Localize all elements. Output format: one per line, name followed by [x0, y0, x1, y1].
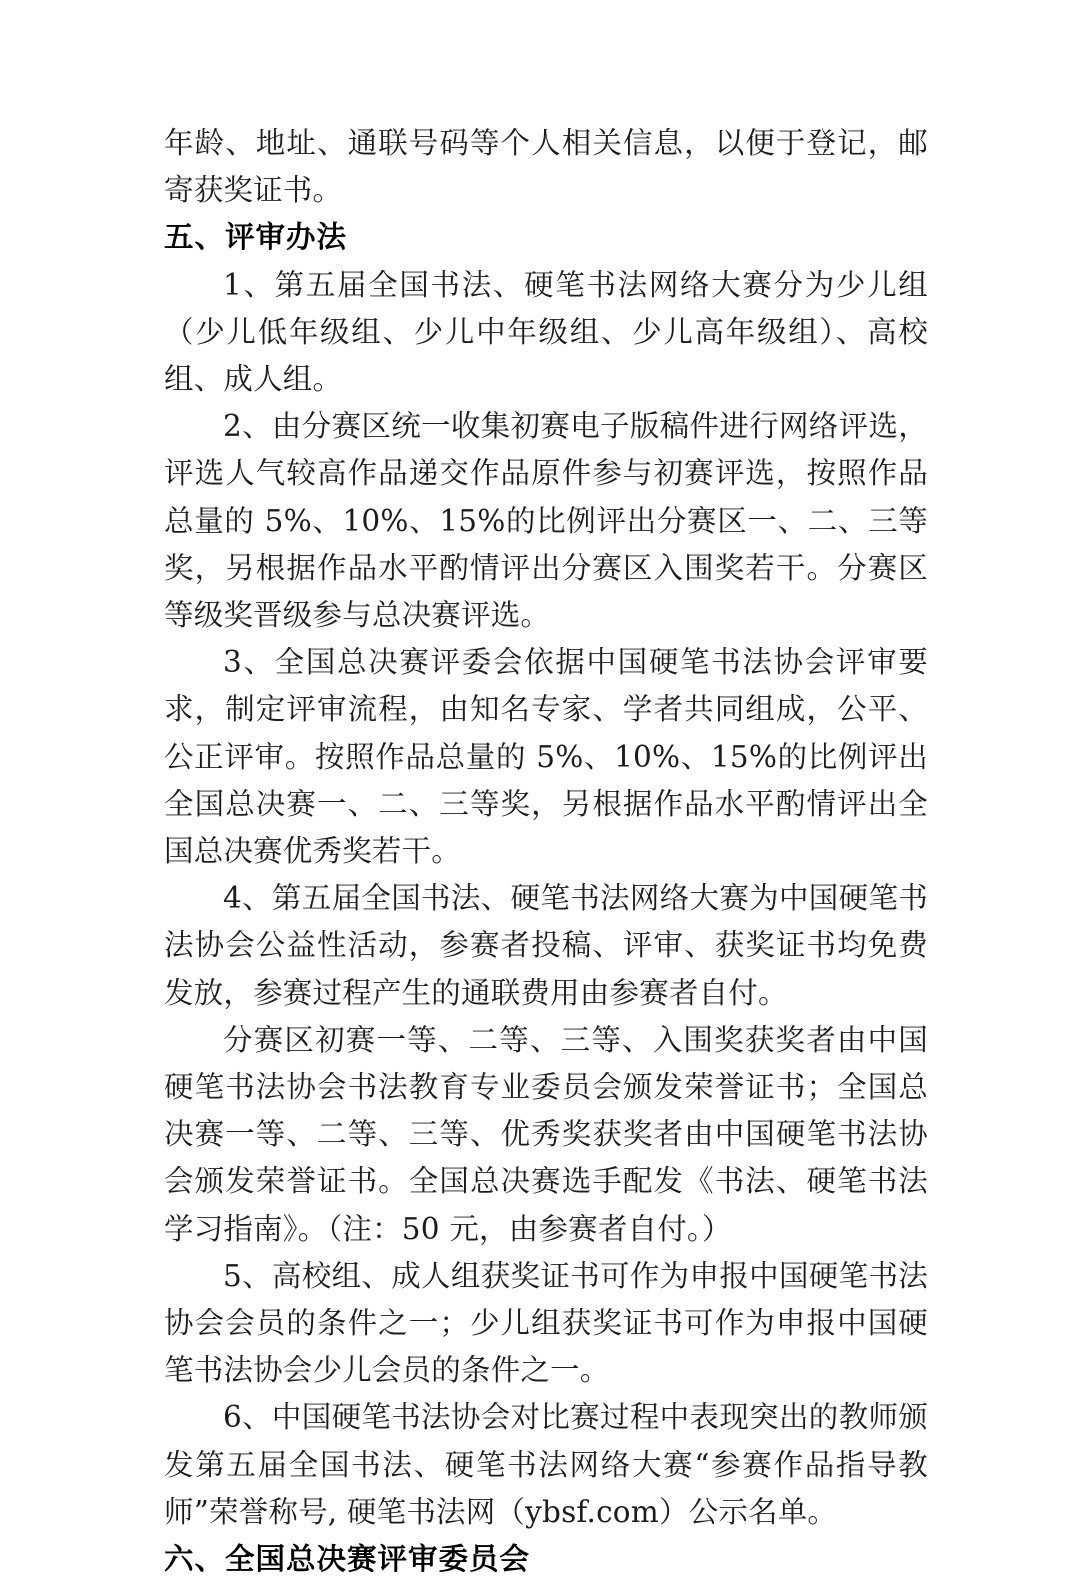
paragraph-continuation-line: 年龄、地址、通联号码等个人相关信息，以便于登记，邮寄获奖证书。	[164, 126, 928, 208]
section-heading-five: 五、评审办法	[164, 220, 348, 255]
section-heading-six: 六、全国总决赛评审委员会	[164, 1542, 531, 1577]
paragraph-item-5: 5、高校组、成人组获奖证书可作为申报中国硬笔书法协会会员的条件之一；少儿组获奖证书可作为申报中国硬笔书法协会少儿会员的条件之一。	[164, 1258, 928, 1388]
paragraph-item-1: 1、第五届全国书法、硬笔书法网络大赛分为少儿组（少儿低年级组、少儿中年级组、少儿高年级组）、高校组、成人组。	[164, 267, 928, 397]
paragraph-item-3: 3、全国总决赛评委会依据中国硬笔书法协会评审要求，制定评审流程，由知名专家、学者共同组成，公平、公正评审。按照作品总量的 5%、10%、15%的比例评出全国总决赛一、二、三等奖，另根据作品水平酌情评出全国总决赛优秀奖若干。	[164, 645, 928, 869]
paragraph-item-4-sub: 分赛区初赛一等、二等、三等、入围奖获奖者由中国硬笔书法协会书法教育专业委员会颁发荣誉证书；全国总决赛一等、二等、三等、优秀奖获奖者由中国硬笔书法协会颁发荣誉证书。全国总决赛选手配发《书法、硬笔书法学习指南》。（注：50 元，由参赛者自付。）	[164, 1022, 928, 1246]
paragraph-item-4: 4、第五届全国书法、硬笔书法网络大赛为中国硬笔书法协会公益性活动，参赛者投稿、评审、获奖证书均免费发放，参赛过程产生的通联费用由参赛者自付。	[164, 881, 928, 1010]
paragraph-item-6: 6、中国硬笔书法协会对比赛过程中表现突出的教师颁发第五届全国书法、硬笔书法网络大赛“参赛作品指导教师”荣誉称号, 硬笔书法网（ybsf.com）公示名单。	[164, 1400, 928, 1529]
paragraph-item-2: 2、由分赛区统一收集初赛电子版稿件进行网络评选，评选人气较高作品递交作品原件参与初赛评选，按照作品总量的 5%、10%、15%的比例评出分赛区一、二、三等奖，另根据作品水平酌情评出分赛区入围奖若干。分赛区等级奖晋级参与总决赛评选。	[164, 409, 928, 633]
document-text-body	[164, 120, 928, 1583]
